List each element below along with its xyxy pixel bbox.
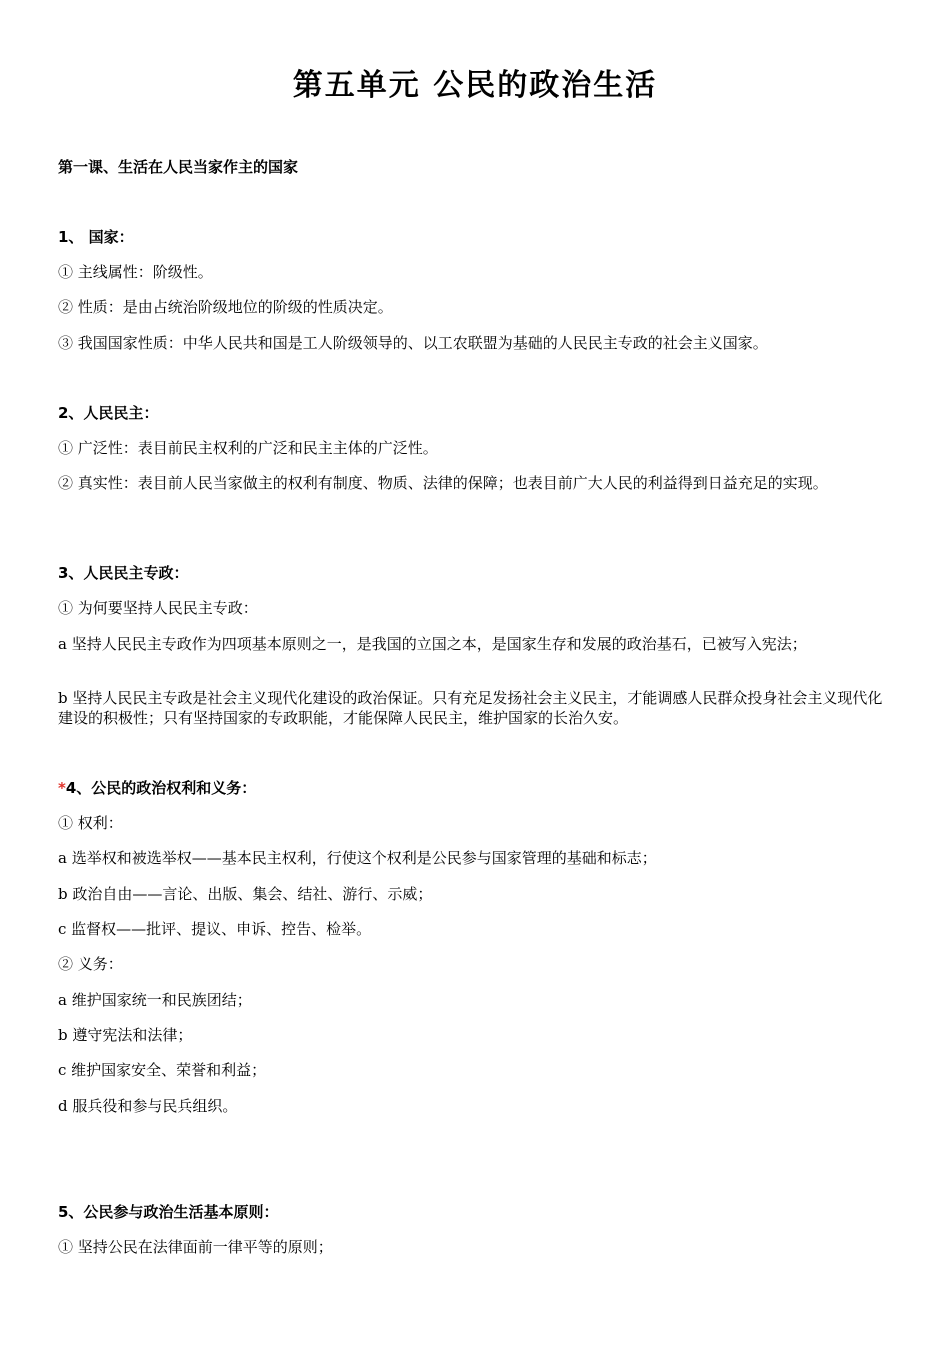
section-3-item: b 坚持人民民主专政是社会主义现代化建设的政治保证。只有充足发扬社会主义民主，才能调感人民群众投身社会主义现代化建设的积极性；只有坚持国家的专政职能，才能保障人民民主，维护国家的长治久安。	[58, 689, 883, 727]
section-2-item: ① 广泛性：表目前民主权利的广泛和民主主体的广泛性。	[58, 439, 438, 457]
section-4-item: b 遵守宪法和法律；	[58, 1026, 193, 1044]
section-5-heading: 5、公民参与政治生活基本原则：	[58, 1203, 279, 1221]
section-1-item: ② 性质：是由占统治阶级地位的阶级的性质决定。	[58, 298, 393, 316]
section-1-heading: 1、 国家：	[58, 228, 134, 246]
lesson-heading: 第一课、生活在人民当家作主的国家	[58, 158, 299, 176]
section-4-item: d 服兵役和参与民兵组织。	[58, 1097, 238, 1115]
section-4-item: a 维护国家统一和民族团结；	[58, 991, 252, 1009]
asterisk-marker: *	[58, 779, 66, 797]
section-1-item: ③ 我国国家性质：中华人民共和国是工人阶级领导的、以工农联盟为基础的人民民主专政的社会主义国家。	[58, 334, 768, 352]
section-4-item: ① 权利：	[58, 814, 123, 832]
section-3-item: ① 为何要坚持人民民主专政：	[58, 599, 258, 617]
section-2-item: ② 真实性：表目前人民当家做主的权利有制度、物质、法律的保障；也表目前广大人民的利益得到日益充足的实现。	[58, 474, 828, 492]
section-2-heading: 2、人民民主：	[58, 404, 159, 422]
section-4-heading-text: 4、公民的政治权利和义务：	[65, 779, 257, 797]
section-4-item: c 维护国家安全、荣誉和利益；	[58, 1061, 267, 1079]
section-3-item: a 坚持人民民主专政作为四项基本原则之一，是我国的立国之本，是国家生存和发展的政治基石，已被写入宪法；	[58, 635, 807, 653]
section-4-heading	[58, 778, 256, 798]
section-4-item: c 监督权——批评、提议、申诉、控告、检举。	[58, 920, 372, 938]
section-5-item: ① 坚持公民在法律面前一律平等的原则；	[58, 1238, 333, 1256]
page-title: 第五单元 公民的政治生活	[292, 68, 658, 103]
section-1-item: ① 主线属性：阶级性。	[58, 263, 213, 281]
section-4-item: ② 义务：	[58, 955, 123, 973]
section-4-item: b 政治自由——言论、出版、集会、结社、游行、示威；	[58, 885, 433, 903]
section-3-heading: 3、人民民主专政：	[58, 564, 189, 582]
section-4-item: a 选举权和被选举权——基本民主权利，行使这个权利是公民参与国家管理的基础和标志；	[58, 849, 657, 867]
